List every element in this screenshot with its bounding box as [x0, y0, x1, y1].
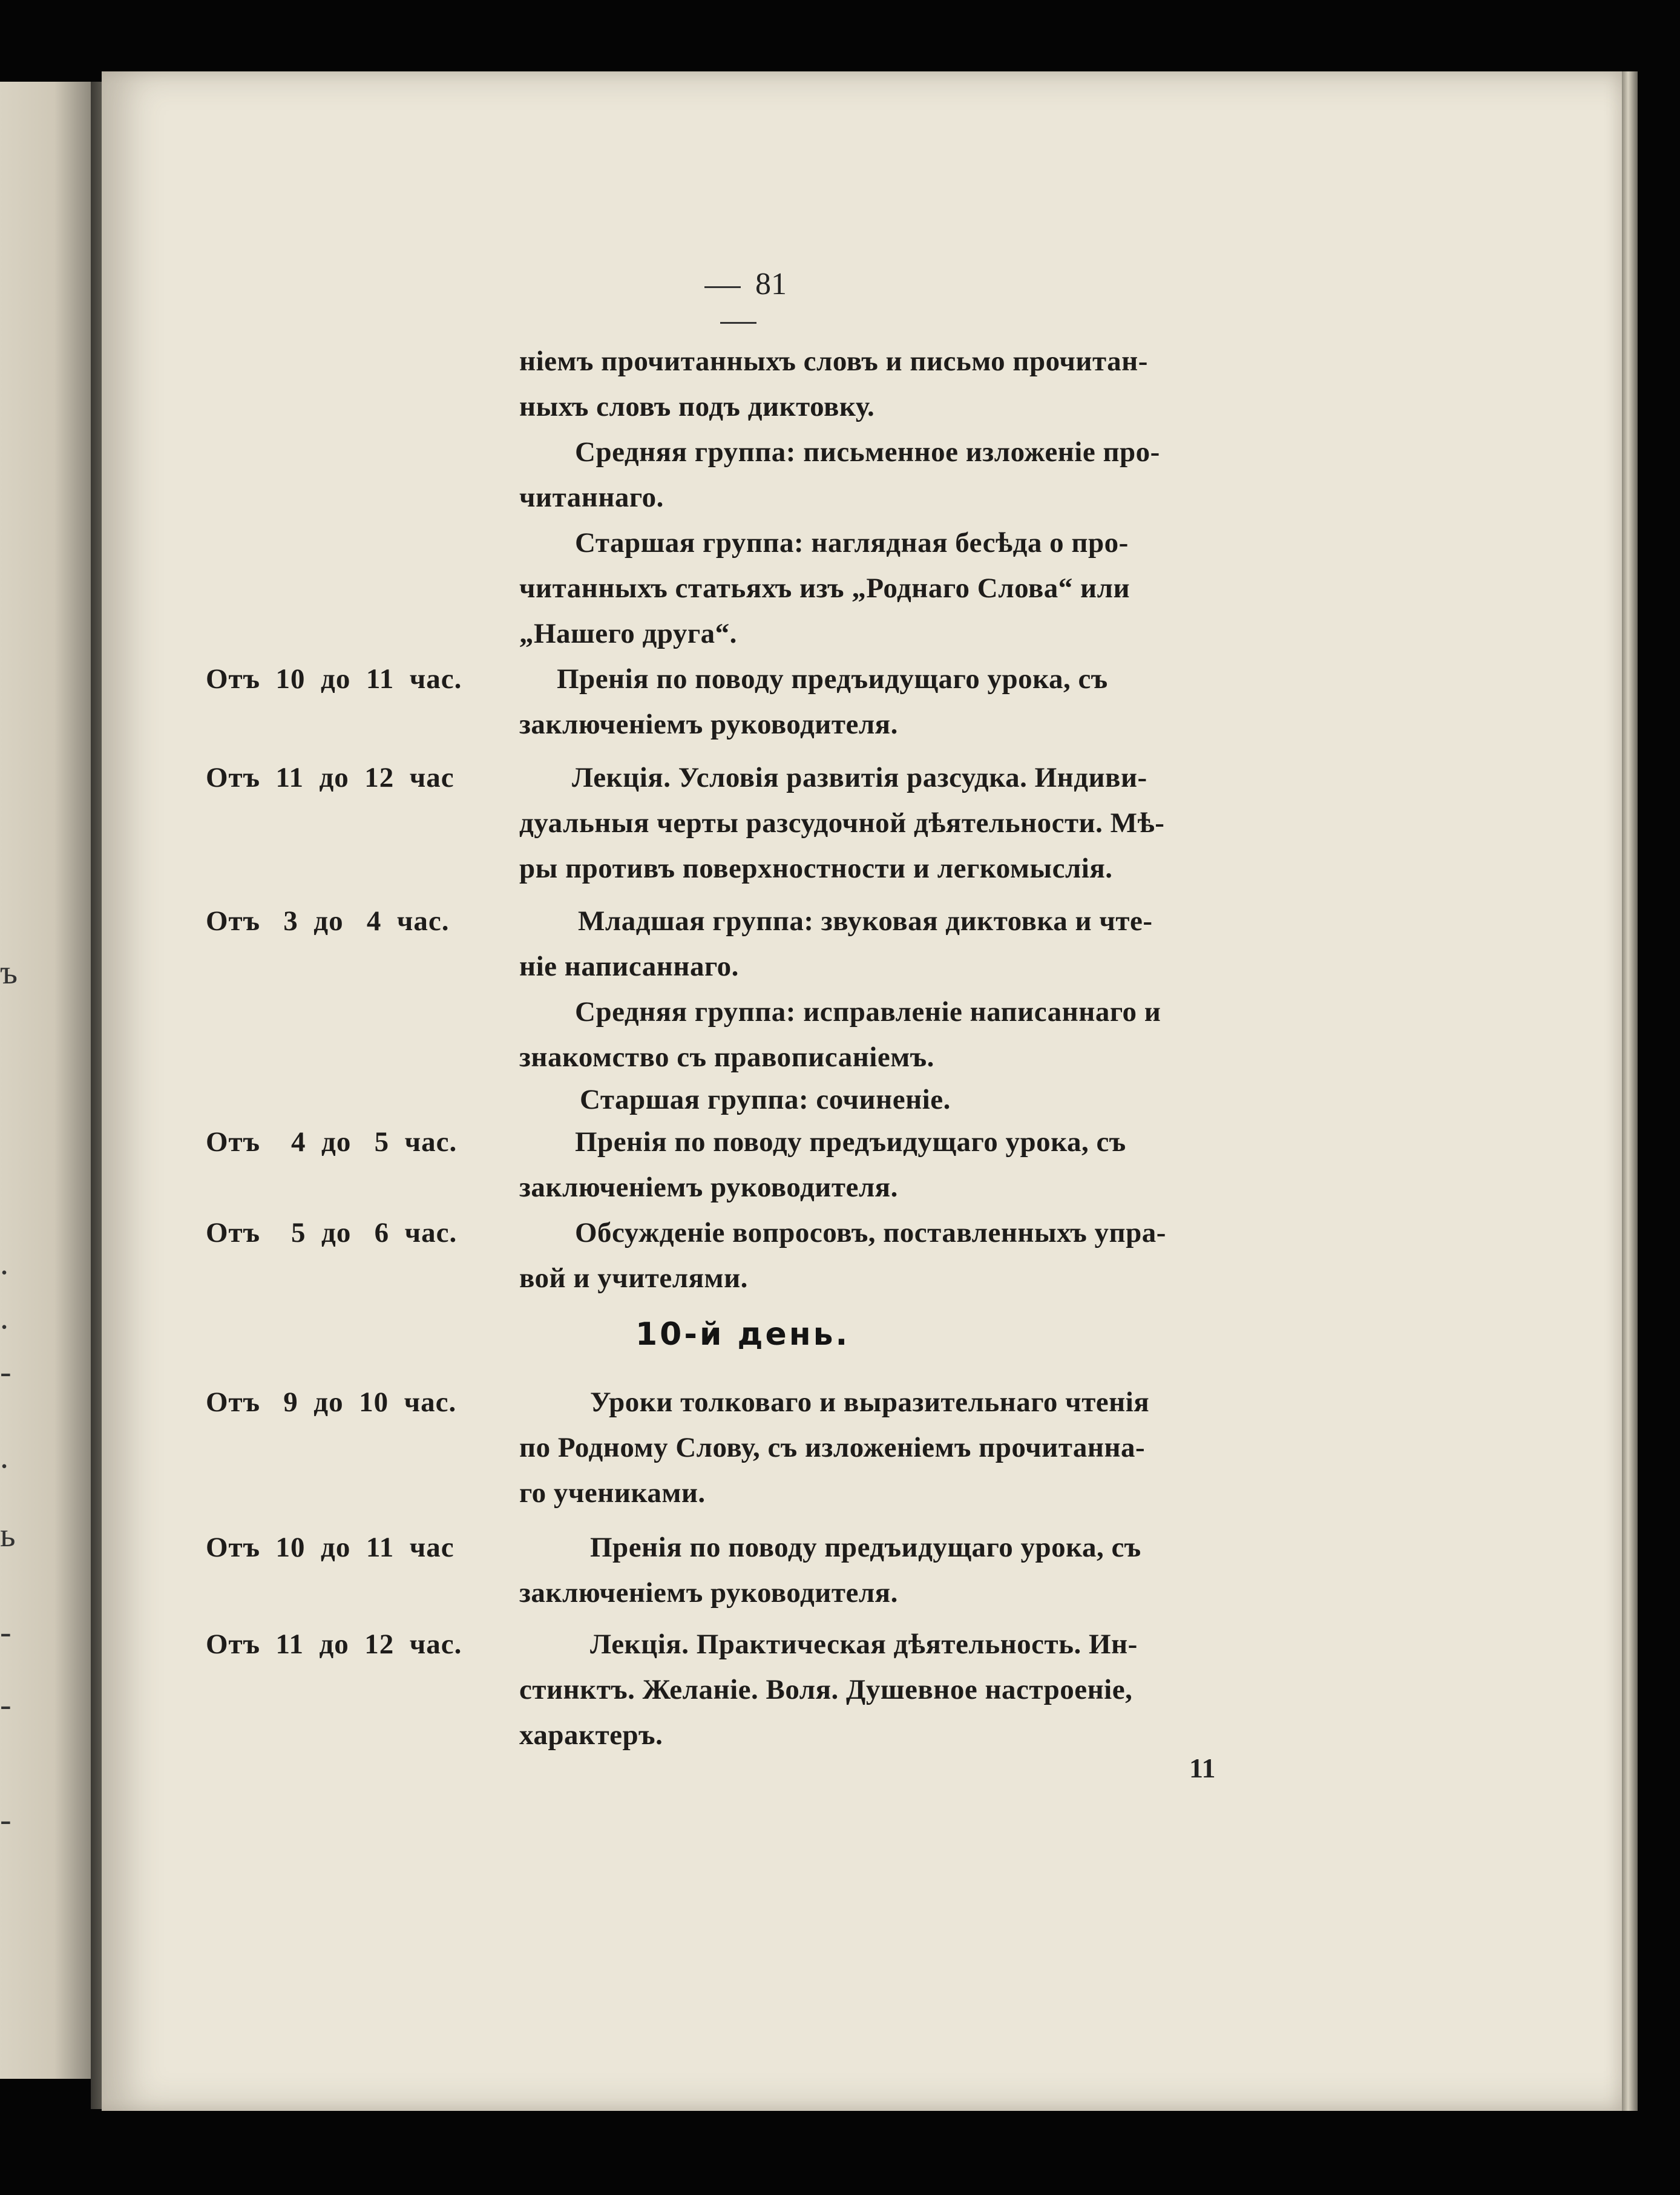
time-from: Отъ — [206, 1532, 261, 1563]
text-line: Лекція. Практическая дѣятельность. Ин- — [590, 1629, 1138, 1660]
text-line: „Нашего друга“. — [519, 618, 737, 649]
facing-page-edge — [0, 82, 91, 2079]
facing-page-mark: - — [0, 1686, 11, 1724]
text-line: стинктъ. Желаніе. Воля. Душевное настроеніе, — [519, 1674, 1133, 1705]
time-slot — [206, 761, 454, 794]
dash-right — [720, 322, 756, 324]
time-start: 5 — [291, 1217, 306, 1248]
time-start: 11 — [275, 1629, 304, 1660]
text-line: заключеніемъ руководителя. — [519, 709, 898, 740]
time-slot — [206, 1126, 457, 1158]
text-line: Пренія по поводу предъидущаго урока, съ — [557, 663, 1108, 695]
text-line: заключеніемъ руководителя. — [519, 1172, 898, 1203]
time-unit: час. — [396, 905, 450, 937]
time-end: 11 — [366, 1532, 395, 1563]
time-to: до — [321, 1126, 352, 1158]
time-slot — [206, 1628, 462, 1661]
text-line: заключеніемъ руководителя. — [519, 1577, 898, 1609]
time-end: 12 — [364, 762, 395, 793]
text-line: Младшая группа: звуковая диктовка и чте- — [578, 905, 1153, 937]
time-to: до — [319, 1629, 349, 1660]
time-end: 12 — [364, 1629, 395, 1660]
facing-page-mark: ь — [0, 1517, 16, 1554]
time-from: Отъ — [206, 1629, 261, 1660]
text-line: ныхъ словъ подъ диктовку. — [519, 391, 875, 422]
text-line: дуальныя черты разсудочной дѣятельности. Мѣ- — [519, 807, 1165, 839]
text-line: вой и учителями. — [519, 1262, 748, 1294]
time-to: до — [321, 1217, 352, 1248]
time-unit: час. — [404, 1386, 457, 1418]
facing-page-mark: . — [0, 1299, 8, 1336]
time-end: 5 — [374, 1126, 390, 1158]
time-to: до — [319, 762, 349, 793]
time-start: 10 — [275, 663, 306, 695]
text-line: характеръ. — [519, 1719, 663, 1751]
time-from: Отъ — [206, 663, 261, 695]
time-unit: час. — [409, 1629, 462, 1660]
facing-page-mark: - — [0, 1353, 11, 1391]
facing-page-mark: ъ — [0, 954, 18, 991]
time-end: 10 — [359, 1386, 389, 1418]
signature-mark: 11 — [1189, 1753, 1216, 1783]
text-line: Пренія по поводу предъидущаго урока, съ — [575, 1126, 1126, 1158]
page-edge — [1622, 71, 1638, 2111]
text-line: Лекція. Условія развитія разсудка. Индиви- — [572, 762, 1147, 793]
time-unit: час — [409, 762, 454, 793]
time-slot — [206, 663, 514, 695]
text-line: ры противъ поверхностности и легкомыслія. — [519, 853, 1113, 884]
time-from: Отъ — [206, 905, 261, 937]
time-start: 11 — [275, 762, 304, 793]
time-unit: час — [409, 1532, 454, 1563]
time-unit: час. — [404, 1217, 458, 1248]
time-to: до — [313, 905, 344, 937]
time-end: 4 — [366, 905, 382, 937]
time-from: Отъ — [206, 1217, 261, 1248]
time-start: 3 — [283, 905, 298, 937]
dash-left — [704, 286, 741, 288]
facing-page-mark: . — [0, 1244, 8, 1282]
time-to: до — [313, 1386, 344, 1418]
text-line: Обсужденіе вопросовъ, поставленныхъ упра- — [575, 1217, 1166, 1248]
text-line: Старшая группа: наглядная бесѣда о про- — [575, 527, 1129, 559]
time-from: Отъ — [206, 1386, 261, 1418]
time-start: 9 — [283, 1386, 298, 1418]
text-line: Старшая группа: сочиненіе. — [580, 1084, 951, 1115]
page-number-value: 81 — [755, 267, 787, 301]
time-slot — [206, 1531, 454, 1564]
time-start: 10 — [275, 1532, 306, 1563]
time-to: до — [321, 1532, 351, 1563]
text-line: читаннаго. — [519, 482, 664, 513]
time-slot — [206, 1216, 457, 1249]
time-start: 4 — [291, 1126, 306, 1158]
time-unit: час. — [404, 1126, 458, 1158]
facing-page-mark: - — [0, 1801, 11, 1839]
section-heading: 10-й день. — [635, 1316, 850, 1353]
text-line: ніе написаннаго. — [519, 951, 739, 982]
text-line: го учениками. — [519, 1477, 706, 1509]
time-end: 11 — [366, 663, 395, 695]
text-line: Средняя группа: письменное изложеніе про- — [575, 436, 1160, 468]
text-line: Средняя группа: исправленіе написаннаго и — [575, 996, 1161, 1028]
time-end: 6 — [374, 1217, 390, 1248]
page-number — [666, 266, 811, 338]
time-slot — [206, 1386, 456, 1419]
text-line: Пренія по поводу предъидущаго урока, съ — [590, 1532, 1141, 1563]
text-line: читанныхъ статьяхъ изъ „Роднаго Слова“ или — [519, 573, 1130, 604]
time-from: Отъ — [206, 762, 261, 793]
facing-page-mark: . — [0, 1438, 8, 1475]
time-from: Отъ — [206, 1126, 261, 1158]
time-slot — [206, 905, 449, 937]
time-unit: час. — [409, 663, 462, 695]
text-line: Уроки толковаго и выразительнаго чтенія — [590, 1386, 1150, 1418]
text-line: знакомство съ правописаніемъ. — [519, 1042, 934, 1073]
facing-page-mark: - — [0, 1613, 11, 1651]
text-line: по Родному Слову, съ изложеніемъ прочитанна- — [519, 1432, 1146, 1463]
time-to: до — [321, 663, 351, 695]
text-line: ніемъ прочитанныхъ словъ и письмо прочитан- — [519, 346, 1148, 377]
